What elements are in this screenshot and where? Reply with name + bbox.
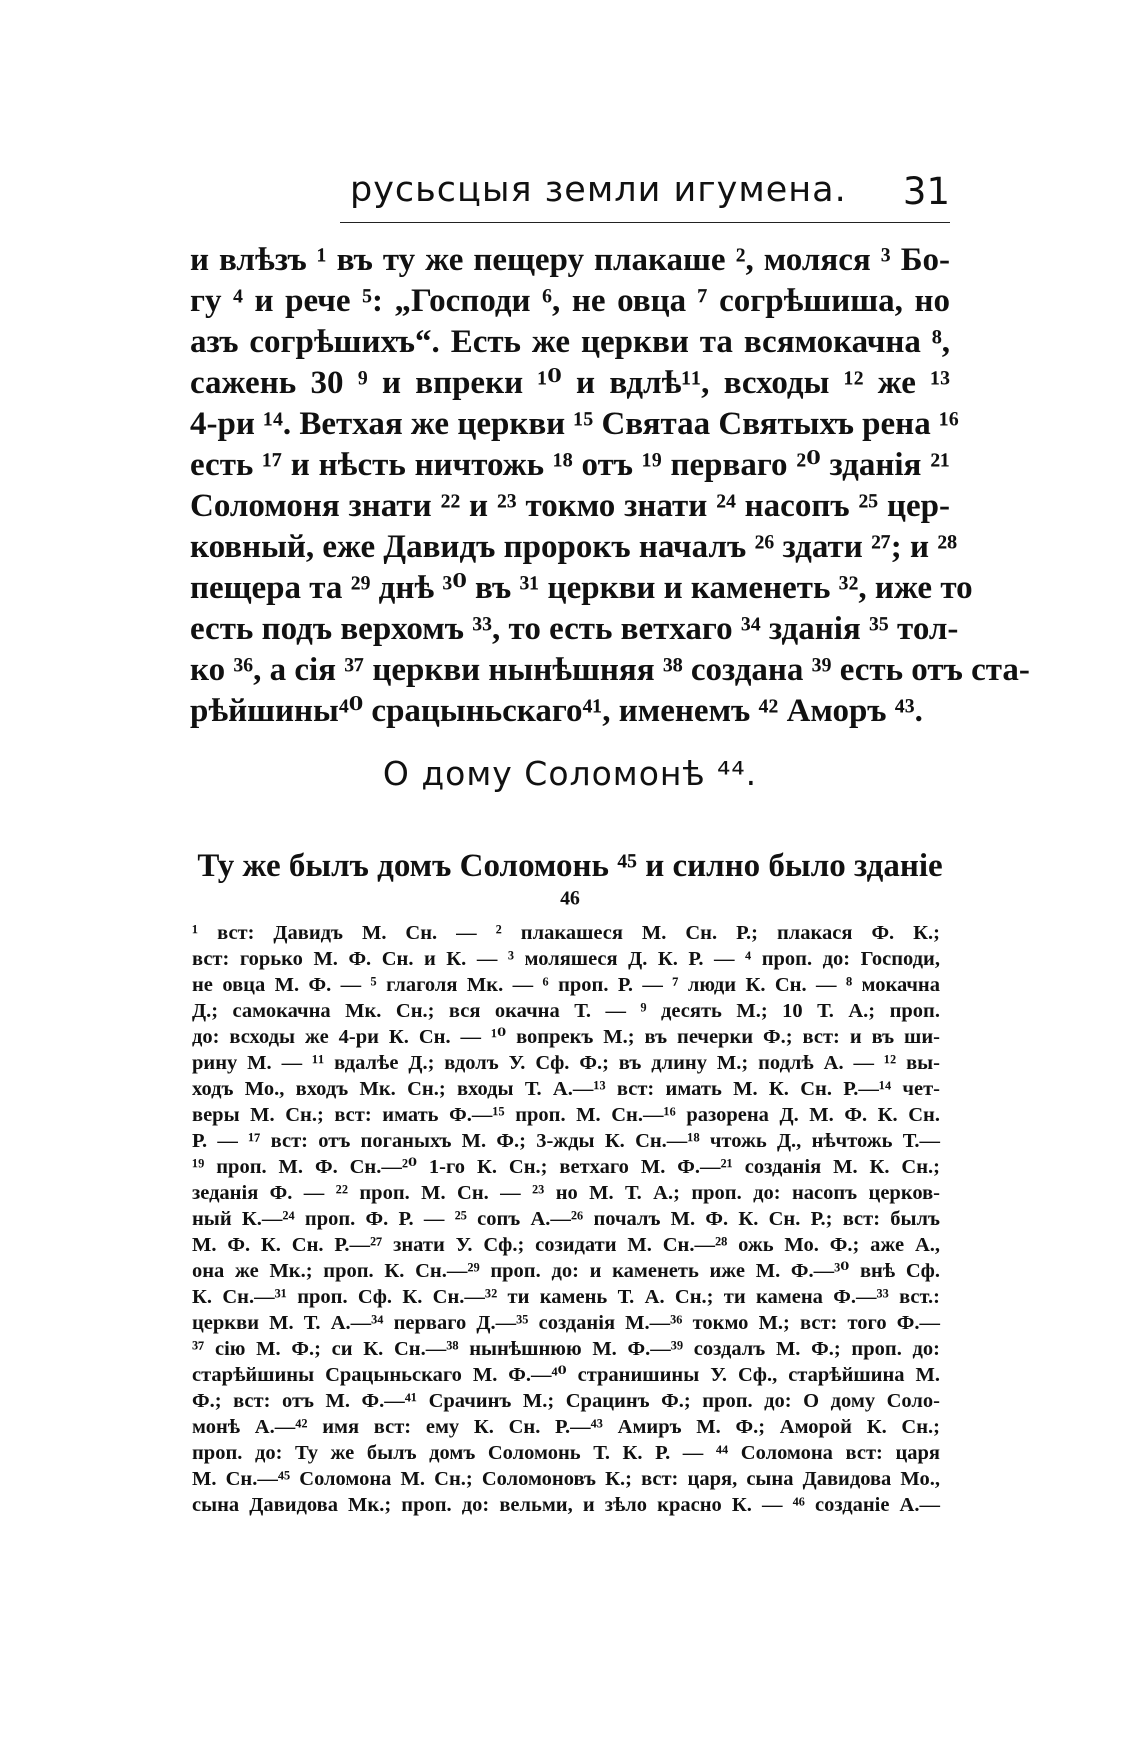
main-text-line: ковный, еже Давидъ пророкъ началъ ²⁶ здати ²⁷; и ²⁸ [190,529,958,565]
footnote-line: рину М. — ¹¹ вдалѣе Д.; вдолъ У. Сф. Ф.; въ длину М.; подлѣ А. — ¹² вы- [192,1052,940,1074]
running-header [190,170,950,220]
footnote-line: зеданія Ф. — ²² проп. М. Сн. — ²³ но М. Т. А.; проп. до: насопъ церков- [192,1182,940,1204]
footnote-line: старѣйшины Срацыньскаго М. Ф.—⁴⁰ странишины У. Сф., старѣйшина М. [192,1364,940,1386]
main-text-line: есть ¹⁷ и нѣсть ничтожь ¹⁸ отъ ¹⁹ перваго ²⁰ зданія ²¹ [190,447,950,483]
footnote-line: веры М. Сн.; вст: имать Ф.—¹⁵ проп. М. Сн.—¹⁶ разорена Д. М. Ф. К. Сн. [192,1104,940,1126]
footnote-line: церкви М. Т. А.—³⁴ перваго Д.—³⁵ созданія М.—³⁶ токмо М.; вст: того Ф.— [192,1312,940,1334]
main-text-line: рѣйшины⁴⁰ срацыньскаго⁴¹, именемъ ⁴² Аморъ ⁴³. [190,693,923,729]
main-text-line: и влѣзъ ¹ въ ту же пещеру плакаше ², моляся ³ Бо- [190,242,950,278]
main-text-line: Соломоня знати ²² и ²³ токмо знати ²⁴ насопъ ²⁵ цер- [190,488,950,524]
footnotes [192,920,940,1518]
footnote-line: ³⁷ сію М. Ф.; си К. Сн.—³⁸ нынѣшнюю М. Ф.—³⁹ создалъ М. Ф.; проп. до: [192,1338,940,1360]
footnote-line: проп. до: Ту же былъ домъ Соломонь Т. К. Р. — ⁴⁴ Соломона вст: царя [192,1442,940,1464]
footnote-line: Д.; самокачна Мк. Сн.; вся окачна Т. — ⁹ десять М.; 10 Т. А.; проп. [192,1000,940,1022]
header-rule [340,222,950,223]
main-text-line: азъ согрѣшихъ“. Есть же церкви та всямокачна ⁸, [190,324,950,360]
footnote-line: не овца М. Ф. — ⁵ глаголя Мк. — ⁶ проп. Р. — ⁷ люди К. Сн. — ⁸ мокачна [192,974,940,996]
footnote-line: сына Давидова Мк.; проп. до: вельми, и зѣло красно К. — ⁴⁶ созданіе А.— [192,1494,940,1516]
main-text-line: сажень 30 ⁹ и впреки ¹⁰ и вдлѣ¹¹, всходы ¹² же ¹³ [190,365,950,401]
main-text-line: гу ⁴ и рече ⁵: „Господи ⁶, не овца ⁷ согрѣшиша, но [190,283,950,319]
footnote-line: К. Сн.—³¹ проп. Сф. К. Сн.—³² ти камень Т. А. Сн.; ти камена Ф.—³³ вст.: [192,1286,940,1308]
footnote-line: ¹⁹ проп. М. Ф. Сн.—²⁰ 1-го К. Сн.; ветхаго М. Ф.—²¹ созданія М. К. Сн.; [192,1156,940,1178]
main-text-line: ко ³⁶, а сія ³⁷ церкви нынѣшняя ³⁸ создана ³⁹ есть отъ ста- [190,652,1030,688]
running-title: русьсцыя земли игумена. [350,170,847,210]
footnote-line: М. Сн.—⁴⁵ Соломона М. Сн.; Соломоновъ К.; вст: царя, сына Давидова Мо., [192,1468,940,1490]
section-subheading: Ту же былъ домъ Соломонь ⁴⁵ и силно было зданіе ⁴⁶ [197,848,943,921]
footnote-line: вст: горько М. Ф. Сн. и К. — ³ моляшеся Д. К. Р. — ⁴ проп. до: Господи, [192,948,940,970]
footnote-line: ¹ вст: Давидъ М. Сн. — ² плакашеся М. Сн. Р.; плакася Ф. К.; [192,922,940,944]
footnote-line: М. Ф. К. Сн. Р.—²⁷ знати У. Сф.; созидати М. Сн.—²⁸ ожь Мо. Ф.; аже А., [192,1234,940,1256]
footnote-line: монѣ А.—⁴² имя вст: ему К. Сн. Р.—⁴³ Амиръ М. Ф.; Аморой К. Сн.; [192,1416,940,1438]
page-number: 31 [902,170,950,213]
footnote-line: до: всходы же 4-ри К. Сн. — ¹⁰ вопрекъ М.; въ печерки Ф.; вст: и въ ши- [192,1026,940,1048]
section-heading: О дому Соломонѣ ⁴⁴. [382,754,758,793]
main-text [190,240,1030,732]
footnote-line: ный К.—²⁴ проп. Ф. Р. — ²⁵ сопъ А.—²⁶ почалъ М. Ф. К. Сн. Р.; вст: былъ [192,1208,940,1230]
main-text-line: пещера та ²⁹ днѣ ³⁰ въ ³¹ церкви и каменеть ³², иже то [190,570,973,606]
main-text-line: 4-ри ¹⁴. Ветхая же церкви ¹⁵ Святаа Святыхъ рена ¹⁶ [190,406,959,442]
footnote-line: Ф.; вст: отъ М. Ф.—⁴¹ Срачинъ М.; Срацинъ Ф.; проп. до: О дому Соло- [192,1390,940,1412]
footnote-line: она же Мк.; проп. К. Сн.—²⁹ проп. до: и каменеть иже М. Ф.—³⁰ внѣ Сф. [192,1260,940,1282]
footnote-line: ходъ Мо., входъ Мк. Сн.; входы Т. А.—¹³ вст: имать М. К. Сн. Р.—¹⁴ чет- [192,1078,940,1100]
footnote-line: Р. — ¹⁷ вст: отъ поганыхъ М. Ф.; 3-жды К. Сн.—¹⁸ чтожь Д., нѣчтожь Т.— [192,1130,940,1152]
main-text-line: есть подъ верхомъ ³³, то есть ветхаго ³⁴ зданія ³⁵ тол- [190,611,959,647]
